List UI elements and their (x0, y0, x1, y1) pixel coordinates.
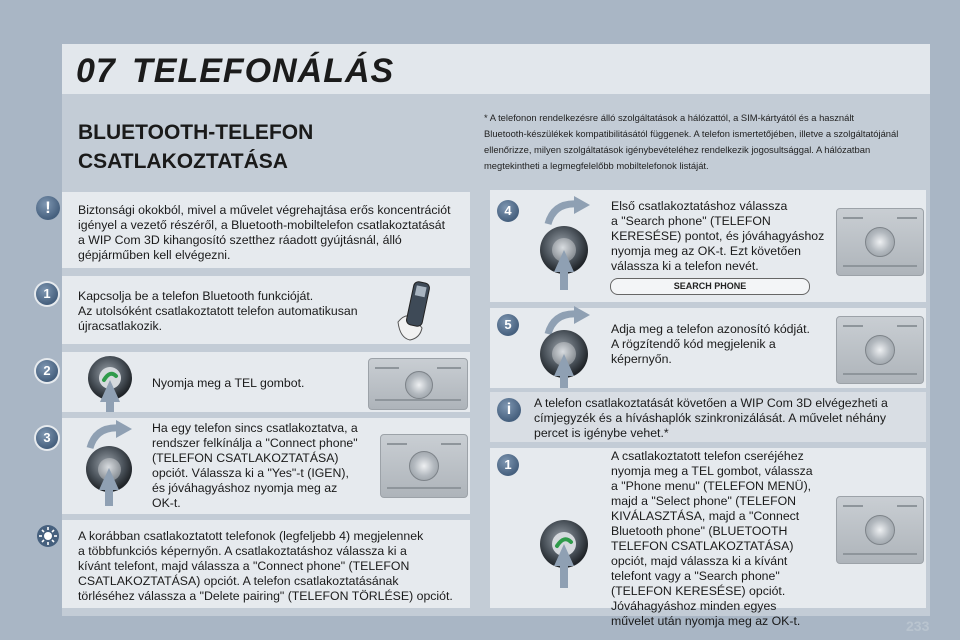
text-line: percet is igénybe vehet.* (534, 426, 669, 440)
footnote-line: * A telefonon rendelkezésre álló szolgáltatások a hálózattól, a SIM-kártyától és a használt (484, 112, 855, 123)
text-line: KERESÉSE) pontot, és jóváhagyáshoz (611, 229, 825, 243)
text-line: a WIP Com 3D kihangosító szetthez ráadott gyújtásnál, álló (78, 233, 402, 247)
text-line: rendszer felkínálja a "Connect phone" (152, 436, 358, 450)
sun-tip-icon (36, 524, 60, 548)
control-panel-image (380, 434, 468, 498)
text-line: opciót. Válassza ki a "Yes"-t (IGEN), (152, 466, 349, 480)
text-line: A korábban csatlakoztatott telefonok (legfeljebb 4) megjelennek (78, 529, 424, 543)
arrow-up-icon (100, 380, 120, 402)
text-line: opciót, majd válassza ki a kívánt (611, 554, 788, 568)
footnote-line: megtekintheti a legmegfelelőbb mobiltelefonok listáját. (484, 160, 709, 171)
tip-text (78, 529, 470, 604)
text-line: Bluetooth phone" (BLUETOOTH (611, 524, 788, 538)
step3-text (152, 421, 377, 511)
arrow-stem (105, 488, 113, 506)
phone-hand-icon (392, 278, 444, 342)
step1b-text (611, 449, 836, 629)
text-line: KIVÁLASZTÁSA, majd a "Connect (611, 509, 800, 523)
info-text (534, 396, 922, 441)
text-line: OK-t. (152, 496, 181, 510)
step2-text: Nyomja meg a TEL gombot. (152, 376, 305, 390)
arrow-stem (560, 566, 568, 588)
text-line: a "Search phone" (TELEFON (611, 214, 771, 228)
text-line: Ha egy telefon sincs csatlakoztatva, a (152, 421, 358, 435)
step5-text (611, 322, 831, 367)
chapter-number: 07 (76, 52, 116, 90)
text-line: Adja meg a telefon azonosító kódját. (611, 322, 810, 336)
arrow-up-icon (554, 354, 574, 376)
step4-badge: 4 (497, 200, 519, 222)
text-line: A rögzítendő kód megjelenik a (611, 337, 776, 351)
text-line: a "Phone menu" (TELEFON MENÜ), (611, 479, 812, 493)
arrow-stem (560, 270, 568, 290)
text-line: Jóváhagyáshoz minden egyes (611, 599, 777, 613)
text-line: A telefon csatlakoztatását követően a WIP Com 3D elvégezheti a (534, 396, 888, 410)
text-line: CSATLAKOZTATÁSA) opciót. A telefon csatlakoztatásának (78, 574, 399, 588)
arrow-up-icon (99, 468, 119, 490)
step2-badge: 2 (36, 360, 58, 382)
step4-text (611, 199, 831, 274)
text-line: nyomja meg az OK-t. Ezt követően (611, 244, 802, 258)
footnote-line: Bluetooth-készülékek kompatibilitásától függenek. A telefon ismertetőjében, illetve a szolgáltatójánál (484, 128, 899, 139)
page-title: TELEFONÁLÁS (132, 52, 395, 90)
text-line: TELEFON CSATLAKOZTATÁSA) (611, 539, 794, 553)
text-line: címjegyzék és a híváshaplók szinkronizálását. A művelet néhány (534, 411, 887, 425)
control-panel-image (836, 208, 924, 276)
step1-badge: 1 (36, 283, 58, 305)
text-line: igényel a vezető részéről, a Bluetooth-mobiltelefon csatlakoztatását (78, 218, 446, 232)
section-title (78, 118, 458, 176)
text-line: nyomja meg a TEL gombot, válassza (611, 464, 813, 478)
text-line: képernyőn. (611, 352, 672, 366)
footnote-line: ellenőrizze, milyen szolgáltatások igénybevételéhez rendelkezik jogosultsággal. A hálózatban (484, 144, 871, 155)
page-number: 233 (906, 618, 930, 634)
text-line: Kapcsolja be a telefon Bluetooth funkcióját. (78, 289, 314, 303)
text-line: a többfunkciós képernyőn. A csatlakoztatáshoz válassza ki a (78, 544, 407, 558)
text-line: válassza ki a telefon nevét. (611, 259, 759, 273)
arrow-up-icon (554, 544, 574, 566)
text-line: újracsatlakozik. (78, 319, 163, 333)
step1b-badge: 1 (497, 454, 519, 476)
text-line: művelet után nyomja meg az OK-t. (611, 614, 801, 628)
text-line: (TELEFON CSATLAKOZTATÁSA) (152, 451, 339, 465)
text-line: gépjárműben kell elvégezni. (78, 248, 231, 262)
text-line: A csatlakoztatott telefon cseréjéhez (611, 449, 804, 463)
warning-icon: ! (36, 196, 60, 220)
text-line: Biztonsági okokból, mivel a művelet végrehajtása erős koncentrációt (78, 203, 451, 217)
search-phone-button[interactable]: SEARCH PHONE (610, 278, 810, 295)
section-title-line1: BLUETOOTH-TELEFON (78, 121, 314, 144)
info-icon: i (497, 398, 521, 422)
curved-arrow-icon (544, 196, 592, 226)
step3-badge: 3 (36, 427, 58, 449)
control-panel-image (836, 496, 924, 564)
text-line: Első csatlakoztatáshoz válassza (611, 199, 788, 213)
text-line: (TELEFON KERESÉSE) opciót. (611, 584, 786, 598)
text-line: telefont vagy a "Search phone" (611, 569, 780, 583)
step1-text (78, 289, 378, 334)
control-panel-image (368, 358, 468, 410)
text-line: és jóváhagyáshoz nyomja meg az (152, 481, 338, 495)
text-line: Az utolsóként csatlakoztatott telefon automatikusan (78, 304, 358, 318)
text-line: kívánt telefont, majd válassza a "Connect phone" (TELEFON (78, 559, 410, 573)
control-panel-image (836, 316, 924, 384)
arrow-up-icon (554, 250, 574, 272)
warning-text (78, 203, 468, 263)
text-line: törléséhez válassza a "Delete pairing" (TELEFON TÖRLÉSE) opciót. (78, 589, 453, 603)
section-title-line2: CSATLAKOZTATÁSA (78, 150, 288, 173)
text-line: majd a "Select phone" (TELEFON (611, 494, 797, 508)
step5-badge: 5 (497, 314, 519, 336)
footnote (484, 110, 916, 174)
